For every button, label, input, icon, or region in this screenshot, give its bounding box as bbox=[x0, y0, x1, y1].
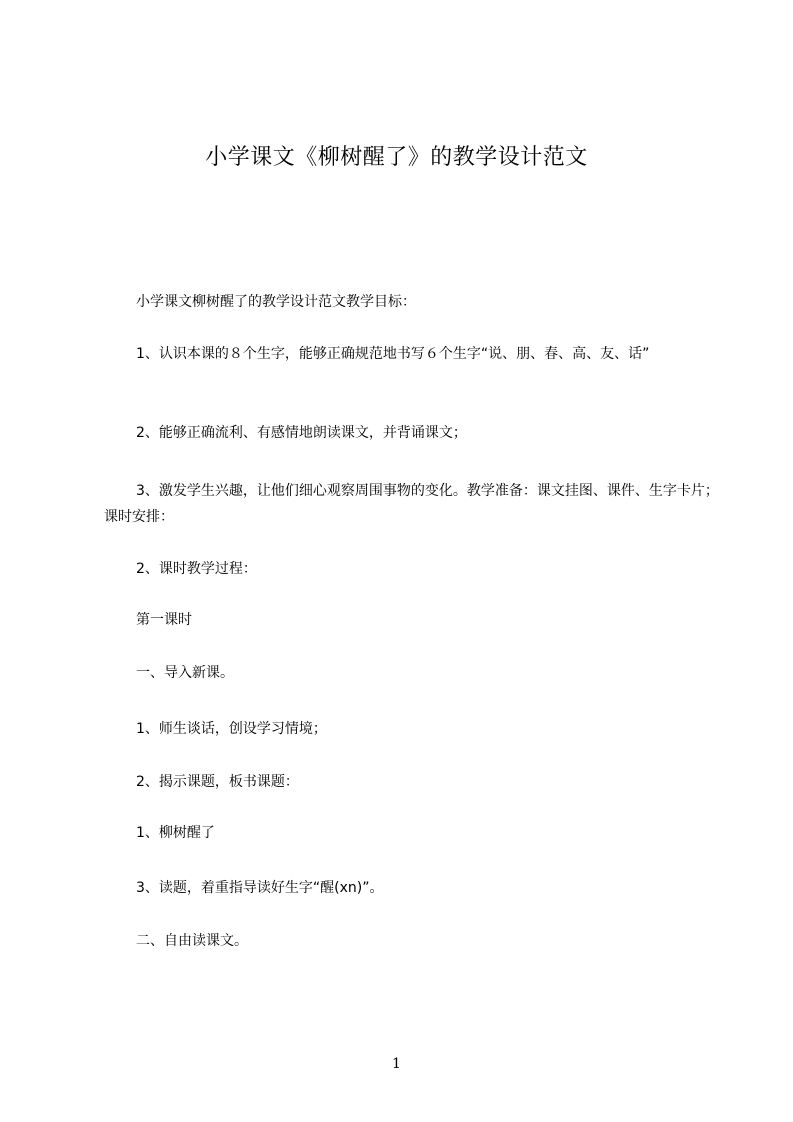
paragraph-board-title: 1、柳树醒了 bbox=[136, 825, 215, 841]
paragraph-objectives-intro: 小学课文柳树醒了的教学设计范文教学目标： bbox=[136, 294, 416, 310]
paragraph-first-lesson: 第一课时 bbox=[136, 612, 192, 628]
paragraph-objective-2: 2、能够正确流利、有感情地朗读课文，并背诵课文； bbox=[136, 425, 467, 441]
paragraph-step-2: 2、揭示课题，板书课题： bbox=[136, 774, 299, 790]
paragraph-objective-1: 1、认识本课的８个生字，能够正确规范地书写６个生字“说、朋、春、高、友、话” bbox=[136, 346, 650, 362]
paragraph-step-3: 3、读题，着重指导读好生字“醒(xn)”。 bbox=[136, 880, 384, 896]
paragraph-step-1: 1、师生谈话，创设学习情境； bbox=[136, 721, 327, 737]
paragraph-section-2: 二、自由读课文。 bbox=[136, 933, 248, 949]
paragraph-section-1: 一、导入新课。 bbox=[136, 665, 234, 681]
page-number: 1 bbox=[392, 1056, 401, 1072]
paragraph-lesson-process: 2、课时教学过程： bbox=[136, 561, 257, 577]
document-title: 小学课文《柳树醒了》的教学设计范文 bbox=[205, 145, 588, 170]
paragraph-objective-3: 3、激发学生兴趣，让他们细心观察周围事物的变化。教学准备：课文挂图、课件、生字卡片；课时安排： bbox=[104, 483, 719, 525]
